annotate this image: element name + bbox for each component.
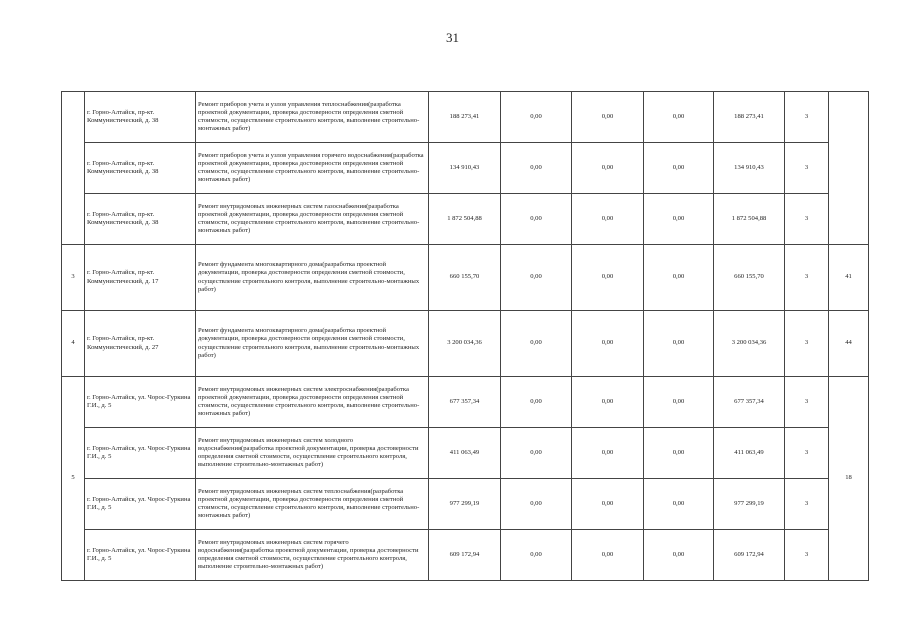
fund-cell: 0,00 — [644, 194, 714, 245]
address-cell — [85, 377, 196, 428]
fund-cell: 0,00 — [572, 92, 644, 143]
cost-cell: 977 299,19 — [429, 479, 501, 530]
fund-cell: 0,00 — [644, 428, 714, 479]
work-description-cell: Ремонт внутридомовых инженерных систем горячего водоснабжения(разработка проектной документации, проверка достоверности определения сметной стоимости, осуществление строительного контроля, выполнение строительно-монтажных работ) — [196, 530, 429, 581]
term-cell: 18 — [829, 377, 869, 581]
fund-cell: 0,00 — [501, 530, 572, 581]
year-cell: 3 — [785, 245, 829, 311]
table-row — [62, 143, 869, 194]
fund-cell: 0,00 — [644, 479, 714, 530]
total-cell: 609 172,94 — [714, 530, 785, 581]
fund-cell: 0,00 — [501, 143, 572, 194]
work-description-cell: Ремонт приборов учета и узлов управления теплоснабжения(разработка проектной документации, проверка достоверности определения сметной стоимости, осуществление строительного контроля, выполнение строительно-монтажных работ) — [196, 92, 429, 143]
address-cell — [85, 92, 196, 143]
item-number-cell: 5 — [62, 377, 85, 581]
address-text: г. Горно-Алтайск, пр-кт. Коммунистический, д. 38 — [87, 108, 159, 124]
address-cell — [85, 143, 196, 194]
fund-cell: 0,00 — [572, 377, 644, 428]
total-cell: 1 872 504,88 — [714, 194, 785, 245]
address-text: г. Горно-Алтайск, пр-кт. Коммунистический, д. 38 — [87, 210, 159, 226]
address-text: г. Горно-Алтайск, ул. Чорос-Гуркина Г.И., д. 5 — [87, 546, 191, 562]
address-text: г. Горно-Алтайск, пр-кт. Коммунистический, д. 17 — [87, 269, 159, 285]
work-description-cell: Ремонт приборов учета и узлов управления горячего водоснабжения(разработка проектной документации, проверка достоверности определения сметной стоимости, осуществление строительного контроля, выполнение строительно-монтажных работ) — [196, 143, 429, 194]
address-text: г. Горно-Алтайск, пр-кт. Коммунистический, д. 27 — [87, 335, 159, 351]
address-text: г. Горно-Алтайск, ул. Чорос-Гуркина Г.И., д. 5 — [87, 444, 191, 460]
table-row — [62, 530, 869, 581]
address-text: г. Горно-Алтайск, ул. Чорос-Гуркина Г.И., д. 5 — [87, 393, 191, 409]
table-body — [62, 92, 869, 581]
work-description-cell: Ремонт внутридомовых инженерных систем электроснабжения(разработка проектной документации, проверка достоверности определения сметной стоимости, осуществление строительного контроля, выполнение строительно-монтажных работ) — [196, 377, 429, 428]
cost-cell: 188 273,41 — [429, 92, 501, 143]
page-number: 31 — [446, 30, 459, 45]
cost-cell: 677 357,34 — [429, 377, 501, 428]
work-description-cell: Ремонт внутридомовых инженерных систем теплоснабжения(разработка проектной документации, проверка достоверности определения сметной стоимости, осуществление строительного контроля, выполнение строительно-монтажных работ) — [196, 479, 429, 530]
total-cell: 677 357,34 — [714, 377, 785, 428]
year-cell: 3 — [785, 92, 829, 143]
fund-cell: 0,00 — [572, 479, 644, 530]
fund-cell: 0,00 — [501, 194, 572, 245]
cost-cell: 134 910,43 — [429, 143, 501, 194]
year-cell: 3 — [785, 194, 829, 245]
fund-cell: 0,00 — [644, 92, 714, 143]
work-description-cell: Ремонт внутридомовых инженерных систем холодного водоснабжения(разработка проектной документации, проверка достоверности определения сметной стоимости, осуществление строительного контроля, выполнение строительно-монтажных работ) — [196, 428, 429, 479]
fund-cell: 0,00 — [572, 311, 644, 377]
table-row — [62, 92, 869, 143]
year-cell: 3 — [785, 377, 829, 428]
total-cell: 3 200 034,36 — [714, 311, 785, 377]
total-cell: 188 273,41 — [714, 92, 785, 143]
term-cell: 44 — [829, 311, 869, 377]
fund-cell: 0,00 — [644, 245, 714, 311]
address-cell — [85, 245, 196, 311]
fund-cell: 0,00 — [501, 92, 572, 143]
fund-cell: 0,00 — [644, 530, 714, 581]
address-cell — [85, 311, 196, 377]
table-row — [62, 245, 869, 311]
fund-cell: 0,00 — [501, 479, 572, 530]
fund-cell: 0,00 — [644, 143, 714, 194]
year-cell: 3 — [785, 479, 829, 530]
cost-cell: 3 200 034,36 — [429, 311, 501, 377]
address-text: г. Горно-Алтайск, ул. Чорос-Гуркина Г.И., д. 5 — [87, 495, 191, 511]
total-cell: 134 910,43 — [714, 143, 785, 194]
address-text: г. Горно-Алтайск, пр-кт. Коммунистический, д. 38 — [87, 159, 159, 175]
term-cell — [829, 92, 869, 245]
year-cell: 3 — [785, 530, 829, 581]
fund-cell: 0,00 — [572, 245, 644, 311]
table-row — [62, 479, 869, 530]
item-number-cell — [62, 92, 85, 245]
fund-cell: 0,00 — [644, 311, 714, 377]
total-cell: 411 063,49 — [714, 428, 785, 479]
capital-repair-table — [61, 91, 869, 581]
table-row — [62, 194, 869, 245]
fund-cell: 0,00 — [572, 194, 644, 245]
year-cell: 3 — [785, 428, 829, 479]
address-cell — [85, 479, 196, 530]
fund-cell: 0,00 — [501, 428, 572, 479]
address-cell — [85, 530, 196, 581]
year-cell: 3 — [785, 311, 829, 377]
address-cell — [85, 194, 196, 245]
year-cell: 3 — [785, 143, 829, 194]
table-row — [62, 428, 869, 479]
fund-cell: 0,00 — [501, 311, 572, 377]
cost-cell: 1 872 504,88 — [429, 194, 501, 245]
total-cell: 977 299,19 — [714, 479, 785, 530]
fund-cell: 0,00 — [572, 530, 644, 581]
work-description-cell: Ремонт фундамента многоквартирного дома(разработка проектной документации, проверка достоверности определения сметной стоимости, осуществление строительного контроля, выполнение строительно-монтажных работ) — [196, 311, 429, 377]
cost-cell: 660 155,70 — [429, 245, 501, 311]
fund-cell: 0,00 — [501, 245, 572, 311]
fund-cell: 0,00 — [572, 428, 644, 479]
table-row — [62, 311, 869, 377]
table-row — [62, 377, 869, 428]
item-number-cell: 4 — [62, 311, 85, 377]
fund-cell: 0,00 — [644, 377, 714, 428]
cost-cell: 609 172,94 — [429, 530, 501, 581]
work-description-cell: Ремонт внутридомовых инженерных систем газоснабжения(разработка проектной документации, проверка достоверности определения сметной стоимости, осуществление строительного контроля, выполнение строительно-монтажных работ) — [196, 194, 429, 245]
cost-cell: 411 063,49 — [429, 428, 501, 479]
address-cell — [85, 428, 196, 479]
fund-cell: 0,00 — [501, 377, 572, 428]
term-cell: 41 — [829, 245, 869, 311]
item-number-cell: 3 — [62, 245, 85, 311]
fund-cell: 0,00 — [572, 143, 644, 194]
work-description-cell: Ремонт фундамента многоквартирного дома(разработка проектной документации, проверка достоверности определения сметной стоимости, осуществление строительного контроля, выполнение строительно-монтажных работ) — [196, 245, 429, 311]
total-cell: 660 155,70 — [714, 245, 785, 311]
